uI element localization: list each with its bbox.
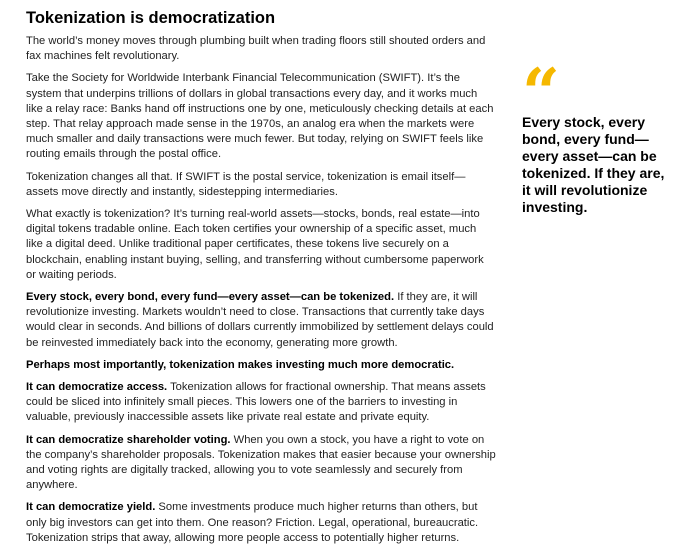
paragraph-every-asset-rest: If they are, it will revolutionize investing. Markets wouldn’t need to close. Transactions that currently take days would clear in seconds. And billions of dollars currently immobilized by settlement delays could be reinvested immediately back into the economy, generating more growth. [26,291,494,349]
paragraph-intro: The world’s money moves through plumbing built when trading floors still shouted orders and fax machines felt revolutionary. [26,35,486,63]
paragraph-yield-rest: Some investments produce much higher returns than others, but only big investors can get into them. One reason? Friction. Legal, operational, bureaucratic. Tokenization strips that away, allowing more people access to potentially higher returns. [26,501,479,544]
paragraph-voting-rest: When you own a stock, you have a right to vote on the company’s shareholder proposals. Tokenization makes that easier because your ownership and voting rights are digitally tracked, allowing you to vote seamlessly and securely from anywhere. [26,433,496,492]
paragraph-voting [26,433,496,494]
paragraph-voting-lead: It can democratize shareholder voting. [26,433,231,446]
pull-quote-box [522,54,670,216]
paragraph-yield-lead: It can democratize yield. [26,501,156,514]
quote-mark-icon: “ [522,54,556,132]
paragraph-access [26,380,496,426]
paragraph-democratic-lead: Perhaps most importantly, tokenization makes investing much more democratic. [26,358,455,371]
paragraph-every-asset-lead: Every stock, every bond, every fund—every asset—can be tokenized. [26,291,395,304]
paragraph-democratic [26,358,496,373]
paragraph-every-asset [26,290,496,351]
paragraph-swift: Take the Society for Worldwide Interbank Financial Telecommunication (SWIFT). It’s the system that underpins trillions of dollars in global transactions every day, and it works much like a relay race: Banks hand off instructions one by one, meticulously checking details at each step. That relay approach made sense in the 1970s, an analog era when the markets were much smaller and daily transactions were much fewer. But today, relying on SWIFT feels like routing emails through the postal office. [26,72,494,161]
article-title: Tokenization is democratization [26,9,276,27]
paragraph-yield [26,500,496,546]
article-body [26,8,496,553]
paragraph-what-is-tokenization: What exactly is tokenization? It’s turning real-world assets—stocks, bonds, real estate—into digital tokens tradable online. Each token certifies your ownership of a specific asset, much like a digital deed. Unlike traditional paper certificates, these tokens live securely on a blockchain, enabling instant buying, selling, and transferring without cumbersome paperwork or waiting periods. [26,208,484,281]
pull-quote: Every stock, every bond, every fund—every asset—can be tokenized. If they are, it will revolutionize investing. [522,114,665,215]
paragraph-access-lead: It can democratize access. [26,381,168,394]
paragraph-access-rest: Tokenization allows for fractional ownership. That means assets could be sliced into infinitely small pieces. This lowers one of the barriers to investing in valuable, previously inaccessible assets like private real estate and private equity. [26,381,486,424]
paragraph-tokenization-changes: Tokenization changes all that. If SWIFT is the postal service, tokenization is email itself—assets move directly and instantly, sidestepping intermediaries. [26,170,466,198]
